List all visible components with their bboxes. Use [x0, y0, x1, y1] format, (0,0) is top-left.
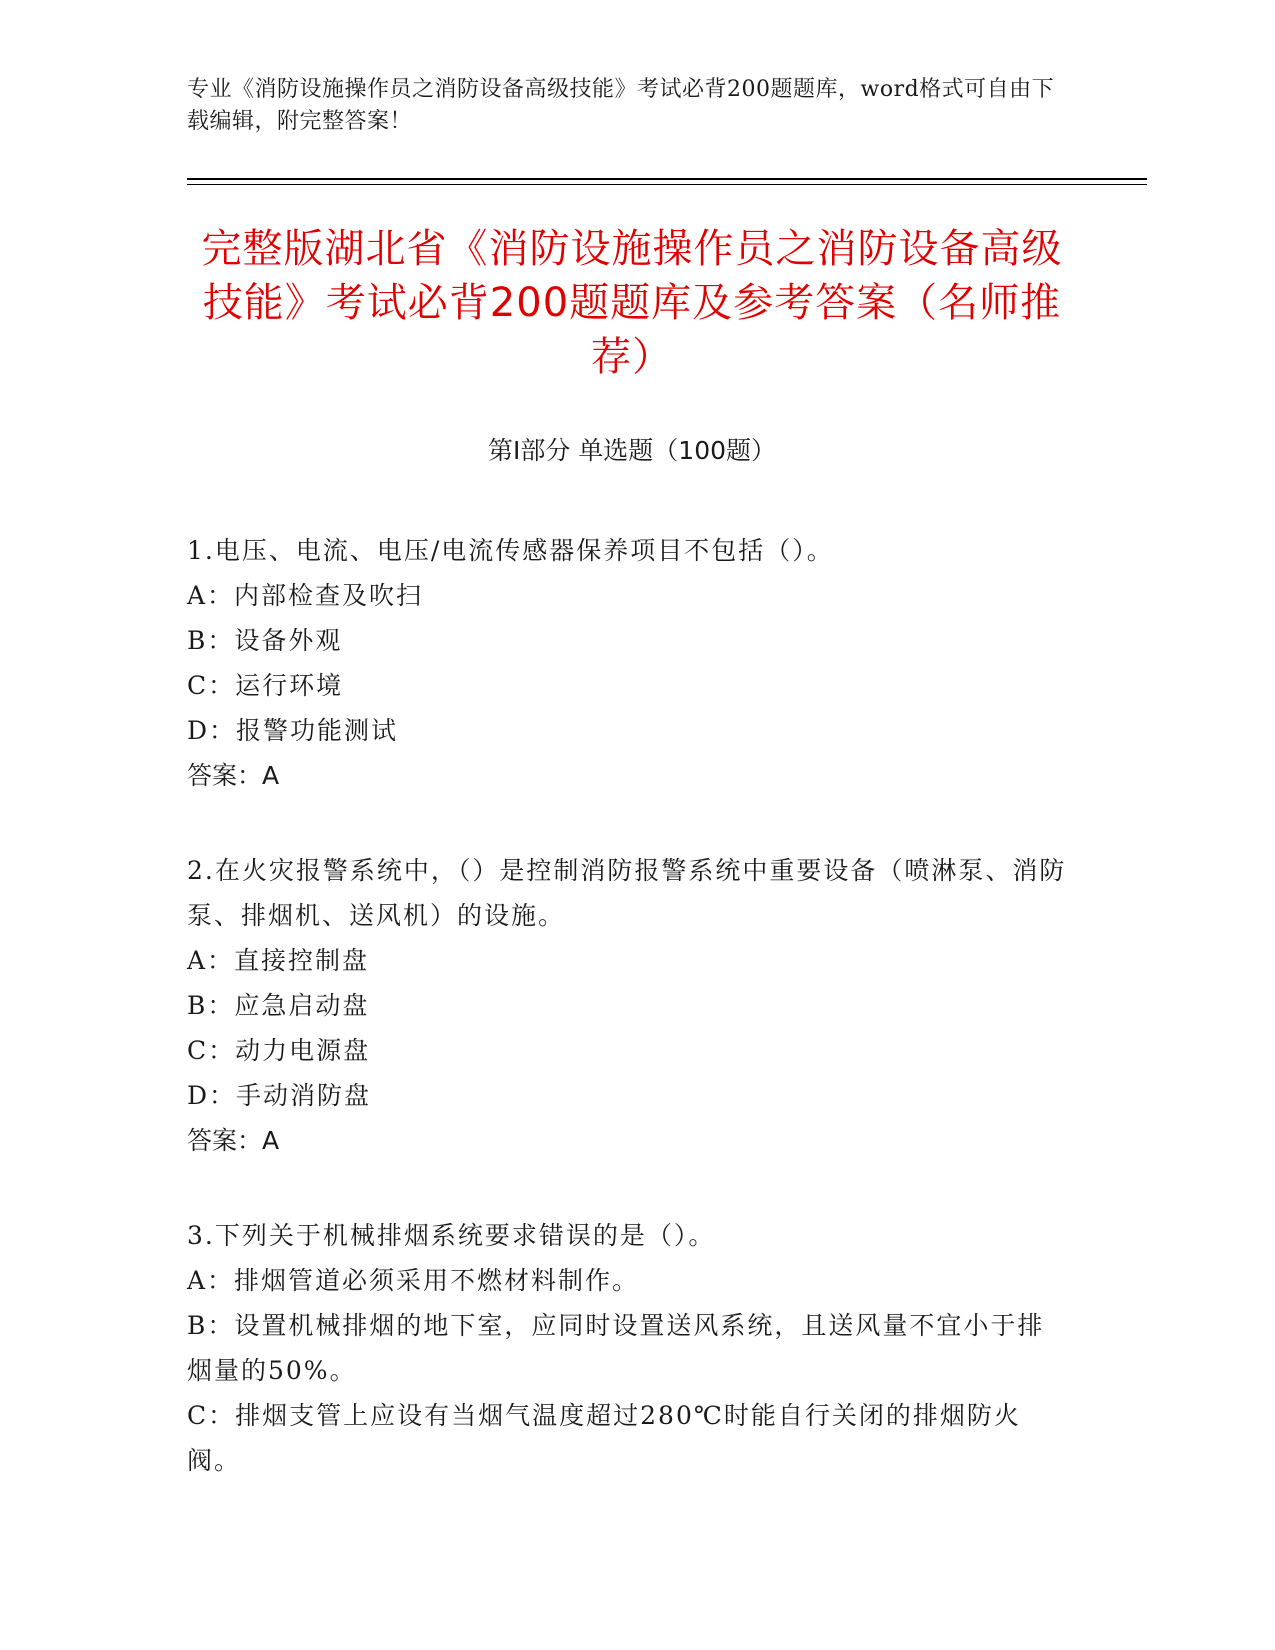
question-list — [187, 528, 1067, 1533]
option-c: C：排烟支管上应设有当烟气温度超过280℃时能自行关闭的排烟防火阀。 — [187, 1401, 1021, 1475]
header-note: 专业《消防设施操作员之消防设备高级技能》考试必背200题题库，word格式可自由下载编辑，附完整答案！ — [187, 77, 1055, 134]
option-b: B：设备外观 — [187, 626, 343, 655]
option-c: C：动力电源盘 — [187, 1036, 371, 1065]
option-b: B：设置机械排烟的地下室，应同时设置送风系统，且送风量不宜小于排烟量的50%。 — [187, 1311, 1045, 1385]
option-d: D：报警功能测试 — [187, 716, 399, 745]
header-divider-thin — [187, 184, 1147, 185]
option-c: C：运行环境 — [187, 671, 344, 700]
option-b: B：应急启动盘 — [187, 991, 370, 1020]
answer: 答案：A — [187, 1126, 280, 1155]
section-heading: 第I部分 单选题（100题） — [487, 436, 777, 465]
question-1 — [187, 528, 1067, 798]
option-a: A：直接控制盘 — [187, 946, 370, 975]
answer: 答案：A — [187, 761, 280, 790]
question-3 — [187, 1213, 1067, 1483]
option-d: D：手动消防盘 — [187, 1081, 372, 1110]
option-a: A：内部检查及吹扫 — [187, 581, 424, 610]
question-stem: 2.在火灾报警系统中，（）是控制消防报警系统中重要设备（喷淋泵、消防泵、排烟机、送风机）的设施。 — [187, 856, 1067, 930]
question-stem: 1.电压、电流、电压/电流传感器保养项目不包括（）。 — [187, 536, 834, 565]
option-a: A：排烟管道必须采用不燃材料制作。 — [187, 1266, 640, 1295]
document-title: 完整版湖北省《消防设施操作员之消防设备高级技能》考试必背200题题库及参考答案（名师推荐） — [201, 226, 1063, 380]
question-2 — [187, 848, 1067, 1163]
header-divider-thick — [187, 178, 1147, 180]
question-stem: 3.下列关于机械排烟系统要求错误的是（）。 — [187, 1221, 716, 1250]
